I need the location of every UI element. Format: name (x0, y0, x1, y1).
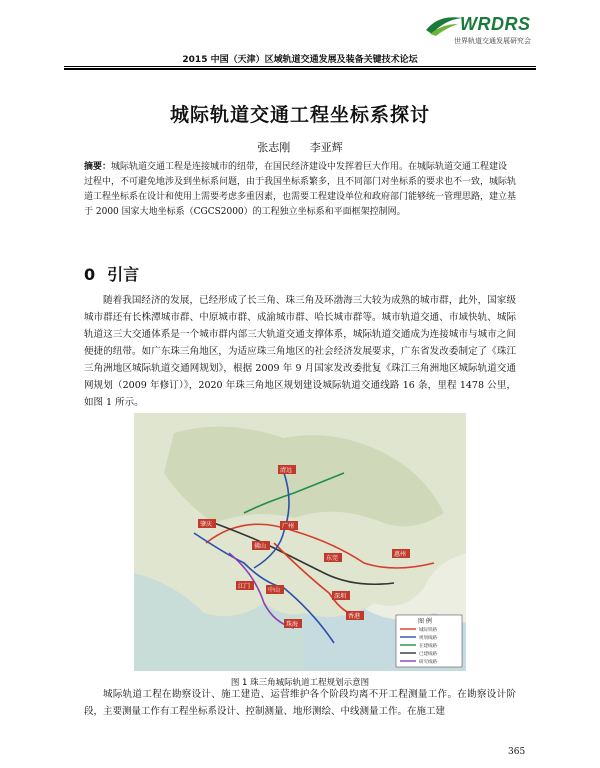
abstract-label: 摘要： (84, 162, 112, 172)
paragraph-1 (84, 292, 516, 411)
city-label-zhongshan: 中山 (268, 587, 281, 594)
city-label-qingyuan: 清远 (280, 467, 293, 474)
author-2: 李亚辉 (309, 141, 343, 154)
paragraph-2-text: 城际轨道工程在勘察设计、施工建造、运营维护各个阶段均离不开工程测量工作。在勘察设计阶段，主要测量工作有工程坐标系设计、控制测量、地形测绘、中线测量工作。在施工建 (84, 689, 516, 717)
city-label-guangzhou: 广州 (282, 523, 295, 530)
authors (0, 139, 600, 155)
legend-item-4: 已建线路 (419, 652, 437, 657)
legend-title: 图 例 (418, 618, 432, 625)
city-label-huizhou: 惠州 (394, 551, 407, 558)
logo-subtitle: 世界轨道交通发展研究会 (454, 37, 531, 45)
figure-caption: 图 1 珠三角城际轨道工程规划示意图 (230, 678, 370, 688)
city-label-zhaoqing: 肇庆 (200, 521, 213, 528)
rail-network-map (134, 413, 466, 671)
logo-swoosh-icon (424, 12, 464, 38)
header-rule-thick (64, 68, 536, 70)
city-label-dongguan: 东莞 (326, 555, 339, 562)
paper-title: 城际轨道交通工程坐标系探讨 (169, 104, 430, 126)
city-label-hongkong: 香港 (348, 613, 361, 620)
logo-text: WRDRS (460, 14, 531, 34)
header-rule (64, 66, 536, 67)
section-title: 引言 (107, 265, 140, 284)
page-number: 365 (508, 747, 526, 757)
legend-item-2: 规划线路 (419, 636, 437, 641)
author-1: 张志刚 (257, 141, 291, 154)
map-svg (134, 413, 466, 671)
legend-item-1: 城际铁路 (419, 628, 437, 633)
paragraph-2 (84, 686, 516, 720)
section-heading (84, 262, 151, 285)
city-label-jiangmen: 江门 (238, 583, 251, 590)
legend-item-3: 在建线路 (419, 644, 437, 649)
paragraph-1-text: 随着我国经济的发展，已经形成了长三角、珠三角及环渤海三大较为成熟的城市群，此外，国家级城市群还有长株潭城市群、中原城市群、成渝城市群、哈长城市群等。城市轨道交通、市域快轨、城际轨道这三大交通体系是一个城市群内部三大轨道交通支撑体系，城际轨道交通成为连接城市与城市之间便捷的纽带。如广东珠三角地区，为适应珠三角地区的社会经济发展要求，广东省发改委制定了《珠江三角洲地区城际轨道交通网规划》，根据 2009 年 9 月国家发改委批复《珠江三角洲地区城际轨道交通网规划（2009 年修订）》，2020 年珠三角地区规划建设城际轨道交通线路 16 条，里程 1478 公里，如图 1 所示。 (84, 295, 516, 408)
city-label-zhuhai: 珠海 (286, 621, 299, 628)
abstract-text: 城际轨道交通工程是连接城市的纽带，在国民经济建设中发挥着巨大作用。在城际轨道交通工程建设过程中，不可避免地涉及到坐标系问题，由于我国坐标系繁多，且不同部门对坐标系的要求也不一致，城际轨道工程坐标系在设计和使用上需要考虑多重因素，也需要工程建设单位和政府部门能够统一管理思路，建立基于 2000 国家大地坐标系（CGCS2000）的工程独立坐标系和平面框架控制网。 (84, 162, 517, 217)
city-label-foshan: 佛山 (254, 543, 267, 550)
section-number: 0 (84, 265, 96, 284)
legend-item-5: 研究线路 (419, 660, 437, 665)
city-label-shenzhen: 深圳 (334, 593, 347, 600)
conference-header: 2015 中国（天津）区域轨道交通发展及装备关键技术论坛 (182, 55, 418, 65)
wrdrs-logo (424, 12, 554, 52)
map-legend (396, 615, 462, 667)
abstract (84, 160, 516, 220)
